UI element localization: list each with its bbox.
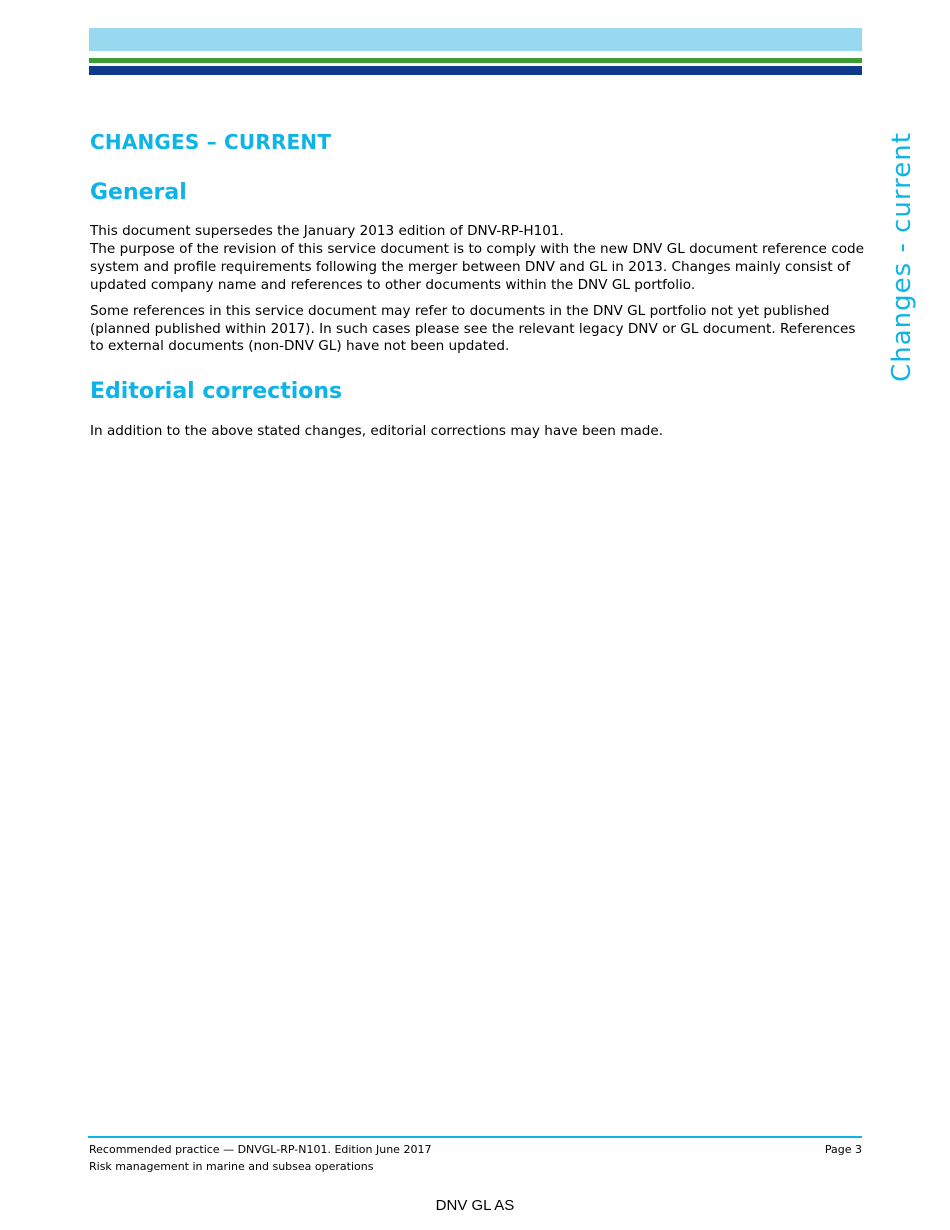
header-band-green [89, 58, 862, 63]
section-title: CHANGES – CURRENT [90, 130, 332, 154]
paragraph-supersedes [90, 222, 865, 294]
page-content [90, 130, 865, 439]
paragraph-editorial: In addition to the above stated changes, editorial corrections may have been made. [90, 423, 664, 439]
header-band-navy [89, 66, 862, 75]
heading-general: General [90, 180, 187, 205]
heading-editorial-corrections: Editorial corrections [90, 379, 343, 404]
header-band-light [89, 28, 862, 51]
paragraph-supersedes-rest: The purpose of the revision of this service document is to comply with the new DNV GL document reference code system and profile requirements following the merger between DNV and GL in 2013. Changes mainly consist of updated company name and references to other documents within the DNV GL portfolio. [90, 241, 865, 293]
footer-subtitle: Risk management in marine and subsea operations [89, 1160, 374, 1173]
footer-company: DNV GL AS [435, 1197, 515, 1214]
side-section-label: Changes - current [887, 132, 917, 382]
footer-document-line: Recommended practice — DNVGL-RP-N101. Edition June 2017 [89, 1143, 432, 1156]
paragraph-references: Some references in this service document may refer to documents in the DNV GL portfolio not yet published (planned published within 2017). In such cases please see the relevant legacy DNV or GL document. References to external documents (non-DNV GL) have not been updated. [90, 303, 856, 354]
footer-rule [88, 1136, 862, 1138]
paragraph-supersedes-line1: This document supersedes the January 2013 edition of DNV-RP-H101. [90, 223, 564, 239]
footer-page-number: Page 3 [824, 1143, 862, 1156]
